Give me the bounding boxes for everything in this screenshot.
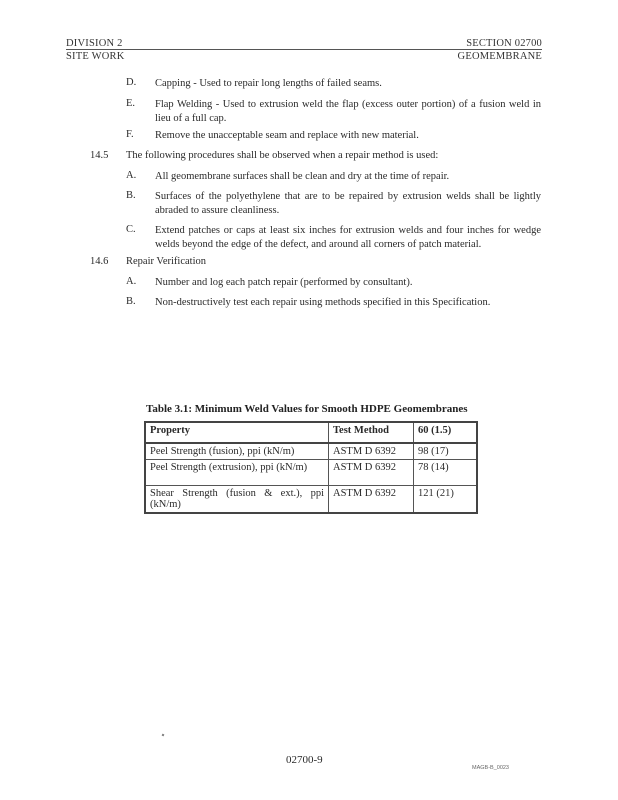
weld-values-table: [144, 421, 478, 514]
table-row: [145, 486, 477, 514]
item-14-5-a-letter: A.: [126, 170, 137, 181]
header-geomembrane: GEOMEMBRANE: [457, 51, 542, 62]
page-number: 02700-9: [286, 754, 323, 766]
table-cell-value: 98 (17): [414, 443, 478, 460]
table-cell-test-method: ASTM D 6392: [329, 486, 414, 514]
table-cell-test-method: ASTM D 6392: [329, 460, 414, 486]
table-row: [145, 443, 477, 460]
item-14-6-b-text: Non-destructively test each repair using methods specified in this Specification.: [155, 297, 491, 308]
document-stamp: MAGB-B_0023: [472, 765, 509, 771]
item-14-5-b-letter: B.: [126, 190, 136, 201]
table-cell-property: Shear Strength (fusion & ext.), ppi (kN/m): [145, 486, 329, 514]
item-14-5-c-letter: C.: [126, 224, 136, 235]
section-14-6-text: Repair Verification: [126, 256, 206, 267]
table-caption: Table 3.1: Minimum Weld Values for Smooth HDPE Geomembranes: [146, 403, 468, 415]
section-14-6-number: 14.6: [90, 256, 109, 267]
header-division: DIVISION 2: [66, 38, 123, 49]
header-rule: [66, 49, 542, 50]
item-e-text: Flap Welding - Used to extrusion weld the flap (excess outer portion) of a fusion weld in lieu of a full cap.: [155, 99, 541, 124]
item-d-letter: D.: [126, 77, 137, 88]
item-d-text: Capping - Used to repair long lengths of failed seams.: [155, 78, 382, 89]
table-header-value: 60 (1.5): [414, 422, 478, 443]
section-14-5-number: 14.5: [90, 150, 109, 161]
table-cell-property: Peel Strength (fusion), ppi (kN/m): [145, 443, 329, 460]
item-14-5-b-text: Surfaces of the polyethylene that are to be repaired by extrusion welds shall be lightly abraded to assure cleanliness.: [155, 191, 541, 216]
item-14-6-b-letter: B.: [126, 296, 136, 307]
table-cell-property: Peel Strength (extrusion), ppi (kN/m): [145, 460, 329, 486]
header-section: SECTION 02700: [466, 38, 542, 49]
scan-speck: [162, 734, 165, 737]
table-header-row: [145, 422, 477, 443]
item-14-5-c-text: Extend patches or caps at least six inches for extrusion welds and four inches for wedge welds beyond the edge of the defect, and around all corners of patch material.: [155, 225, 541, 250]
table-cell-value: 78 (14): [414, 460, 478, 486]
table-row: [145, 460, 477, 486]
item-e-letter: E.: [126, 98, 136, 109]
table-header-test-method: Test Method: [329, 422, 414, 443]
item-f-letter: F.: [126, 129, 134, 140]
header-site-work: SITE WORK: [66, 51, 125, 62]
section-14-5-text: The following procedures shall be observed when a repair method is used:: [126, 150, 439, 161]
item-14-6-a-text: Number and log each patch repair (performed by consultant).: [155, 277, 413, 288]
item-14-5-a-text: All geomembrane surfaces shall be clean and dry at the time of repair.: [155, 171, 450, 182]
item-f-text: Remove the unacceptable seam and replace with new material.: [155, 130, 419, 141]
table-cell-value: 121 (21): [414, 486, 478, 514]
table-header-property: Property: [145, 422, 329, 443]
item-14-6-a-letter: A.: [126, 276, 137, 287]
table-cell-test-method: ASTM D 6392: [329, 443, 414, 460]
